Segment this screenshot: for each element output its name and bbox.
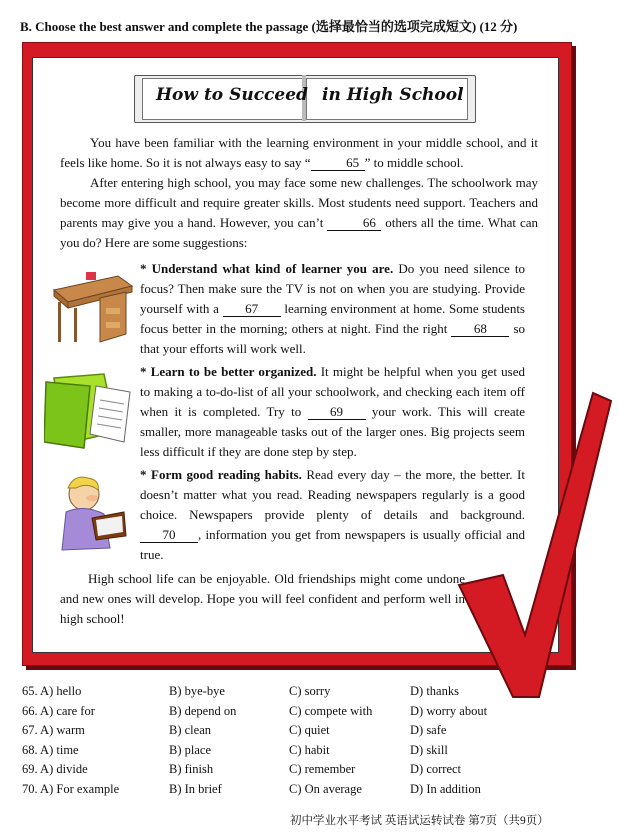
blank-69: 69 bbox=[308, 405, 366, 420]
blank-68: 68 bbox=[451, 322, 509, 337]
tip-2-heading: * Learn to be better organized. bbox=[140, 364, 317, 379]
blank-67: 67 bbox=[223, 302, 281, 317]
title-right: in High School bbox=[322, 85, 464, 105]
tip-1-heading: * Understand what kind of learner you are. bbox=[140, 261, 394, 276]
blank-70: 70 bbox=[140, 528, 198, 543]
paragraph-1: You have been familiar with the learning environment in your middle school, and it feels like home. So it is not always easy to say “ 65 ” to middle school. bbox=[60, 135, 538, 170]
reading-person-icon bbox=[54, 474, 134, 556]
title-left: How to Succeed bbox=[156, 85, 308, 105]
folder-icon bbox=[44, 372, 136, 450]
tip-3: * Form good reading habits. Read every day – the more, the better. It doesn’t matter what you read. Reading newspapers regularly is a good choice. Newspapers provide plenty of details and background. 70 , information you get from newspapers is usually official and true. bbox=[140, 467, 525, 562]
tip-1: * Understand what kind of learner you are. Do you need silence to focus? Then make sure the TV is not on when you are studying. Provide yourself with a 67 learning environment at home. Some students focus better in the morning; others at night. Find the right 68 so that your efforts will work well. bbox=[140, 261, 526, 356]
desk-icon bbox=[52, 268, 134, 350]
paragraph-2: After entering high school, you may face some new challenges. The schoolwork may become more difficult and require greater skills. Most students need support. Teachers and parents may give you a hand. However, you can’t 66 others all the time. What can you do? Here are some suggestions: bbox=[60, 175, 538, 250]
blank-65: 65 bbox=[311, 156, 365, 171]
page-footer: 初中学业水平考试 英语试运转试卷 第7页（共9页） bbox=[290, 815, 549, 827]
paragraph-final: High school life can be enjoyable. Old friendships might come undone and new ones will develop. Hope you will feel confident and perform well in high school! bbox=[60, 571, 465, 626]
tip-2: * Learn to be better organized. It might be helpful when you get used to making a to-do-list of all your schoolwork, and checking each item off when it is completed. Try to 69 your work. This will create smaller, more manageable tasks out of the larger ones. Big projects seem less difficult if they are done step by step. bbox=[140, 364, 525, 459]
tip-3-heading: * Form good reading habits. bbox=[140, 467, 302, 482]
blank-66: 66 bbox=[327, 216, 381, 231]
section-heading: B. Choose the best answer and complete the passage (选择最恰当的选项完成短文) (12 分) bbox=[20, 19, 518, 34]
title-book bbox=[134, 75, 474, 121]
